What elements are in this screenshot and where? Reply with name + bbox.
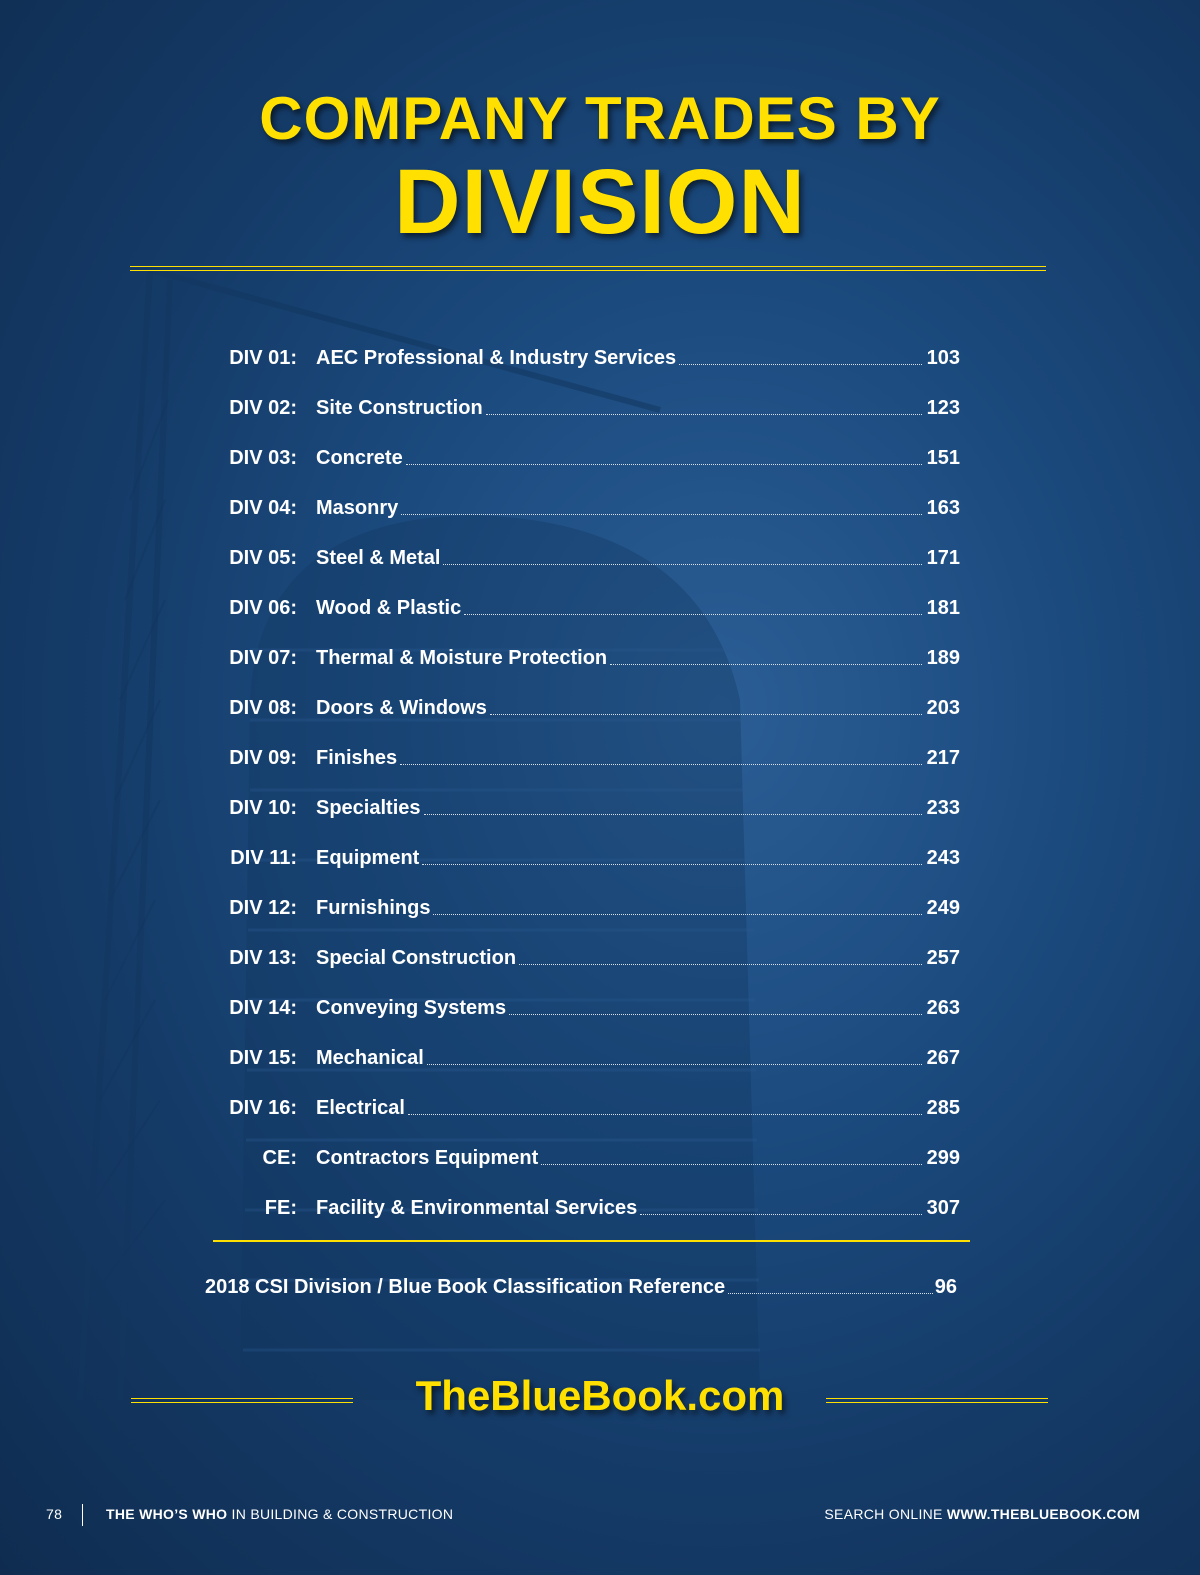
- division-code: DIV 11:: [230, 847, 297, 869]
- division-entry[interactable]: [205, 1020, 960, 1070]
- division-entry[interactable]: [205, 920, 960, 970]
- footer-publication-rest: IN BUILDING & CONSTRUCTION: [227, 1506, 454, 1522]
- division-entry[interactable]: [205, 620, 960, 670]
- dot-leader: [464, 613, 922, 615]
- division-code: CE:: [262, 1147, 297, 1169]
- division-entry[interactable]: [205, 870, 960, 920]
- dot-leader: [490, 713, 922, 715]
- division-page-number: 163: [926, 497, 960, 519]
- division-title: Thermal & Moisture Protection: [316, 647, 608, 669]
- page-title-line1: COMPANY TRADES BY: [259, 85, 941, 152]
- dot-leader: [728, 1292, 933, 1294]
- division-code: DIV 06:: [229, 597, 297, 619]
- division-title: Conveying Systems: [316, 997, 507, 1019]
- dot-leader: [640, 1213, 922, 1215]
- division-title: Steel & Metal: [316, 547, 441, 569]
- footer-page-number: 78: [46, 1506, 63, 1522]
- dot-leader: [400, 763, 922, 765]
- division-page-number: 217: [926, 747, 960, 769]
- division-title: AEC Professional & Industry Services: [316, 347, 677, 369]
- division-page-number: 203: [926, 697, 960, 719]
- footer-search-url[interactable]: WWW.THEBLUEBOOK.COM: [946, 1506, 1140, 1522]
- division-title: Equipment: [316, 847, 420, 869]
- division-page-number: 151: [926, 447, 960, 469]
- title-divider: [130, 266, 1046, 271]
- dot-leader: [519, 963, 922, 965]
- division-page-number: 243: [926, 847, 960, 869]
- reference-page-number: 96: [934, 1276, 957, 1298]
- division-entry[interactable]: [205, 520, 960, 570]
- page-title-line2: DIVISION: [394, 151, 806, 253]
- dot-leader: [427, 1063, 922, 1065]
- dot-leader: [401, 513, 922, 515]
- reference-entry[interactable]: [205, 1276, 957, 1299]
- dot-leader: [610, 663, 922, 665]
- division-title: Wood & Plastic: [316, 597, 462, 619]
- division-code: DIV 13:: [229, 947, 297, 969]
- division-page-number: 307: [926, 1197, 960, 1219]
- dot-leader: [433, 913, 922, 915]
- division-page-number: 285: [926, 1097, 960, 1119]
- division-title: Facility & Environmental Services: [316, 1197, 638, 1219]
- reference-title: 2018 CSI Division / Blue Book Classification Reference: [205, 1276, 726, 1298]
- division-page-number: 257: [926, 947, 960, 969]
- division-code: DIV 08:: [229, 697, 297, 719]
- division-entry[interactable]: [205, 370, 960, 420]
- division-title: Site Construction: [316, 397, 483, 419]
- division-page-number: 263: [926, 997, 960, 1019]
- division-entry[interactable]: [205, 570, 960, 620]
- division-entry[interactable]: [205, 470, 960, 520]
- division-title: Mechanical: [316, 1047, 424, 1069]
- footer-publication: [106, 1506, 453, 1522]
- division-page-number: 233: [926, 797, 960, 819]
- division-page-number: 267: [926, 1047, 960, 1069]
- dot-leader: [408, 1113, 922, 1115]
- division-page-number: 299: [926, 1147, 960, 1169]
- division-title: Masonry: [316, 497, 399, 519]
- dot-leader: [443, 563, 922, 565]
- division-code: DIV 04:: [229, 497, 297, 519]
- division-title: Finishes: [316, 747, 398, 769]
- division-code: DIV 15:: [229, 1047, 297, 1069]
- division-title: Specialties: [316, 797, 421, 819]
- division-entry[interactable]: [205, 820, 960, 870]
- dot-leader: [486, 413, 922, 415]
- footer-publication-bold: THE WHO’S WHO: [106, 1506, 228, 1522]
- website-divider-right: [826, 1398, 1048, 1403]
- dot-leader: [422, 863, 922, 865]
- division-list: [205, 320, 960, 1220]
- division-title: Doors & Windows: [316, 697, 487, 719]
- reference-divider: [213, 1240, 970, 1242]
- division-code: DIV 14:: [229, 997, 297, 1019]
- footer-search-label: SEARCH ONLINE: [824, 1506, 947, 1522]
- division-entry[interactable]: [205, 1120, 960, 1170]
- footer-separator: [82, 1504, 83, 1526]
- division-code: DIV 02:: [229, 397, 297, 419]
- division-code: DIV 16:: [229, 1097, 297, 1119]
- division-entry[interactable]: [205, 1070, 960, 1120]
- division-code: DIV 12:: [229, 897, 297, 919]
- division-entry[interactable]: [205, 720, 960, 770]
- division-code: FE:: [264, 1197, 297, 1219]
- website-link[interactable]: TheBlueBook.com: [415, 1372, 785, 1419]
- footer-search: [824, 1506, 1140, 1522]
- division-code: DIV 05:: [229, 547, 297, 569]
- division-page-number: 249: [926, 897, 960, 919]
- division-page-number: 103: [926, 347, 960, 369]
- division-code: DIV 01:: [229, 347, 297, 369]
- division-page-number: 171: [926, 547, 960, 569]
- division-page-number: 189: [926, 647, 960, 669]
- division-entry[interactable]: [205, 670, 960, 720]
- division-code: DIV 10:: [229, 797, 297, 819]
- dot-leader: [406, 463, 922, 465]
- division-entry[interactable]: [205, 970, 960, 1020]
- division-title: Concrete: [316, 447, 403, 469]
- division-entry[interactable]: [205, 320, 960, 370]
- dot-leader: [541, 1163, 922, 1165]
- division-entry[interactable]: [205, 420, 960, 470]
- division-entry[interactable]: [205, 770, 960, 820]
- division-entry[interactable]: [205, 1170, 960, 1220]
- division-code: DIV 03:: [229, 447, 297, 469]
- division-title: Electrical: [316, 1097, 405, 1119]
- dot-leader: [424, 813, 922, 815]
- division-code: DIV 07:: [229, 647, 297, 669]
- dot-leader: [679, 363, 922, 365]
- division-title: Furnishings: [316, 897, 431, 919]
- division-title: Special Construction: [316, 947, 517, 969]
- division-title: Contractors Equipment: [316, 1147, 539, 1169]
- division-page-number: 123: [926, 397, 960, 419]
- dot-leader: [509, 1013, 922, 1015]
- division-page-number: 181: [926, 597, 960, 619]
- division-code: DIV 09:: [229, 747, 297, 769]
